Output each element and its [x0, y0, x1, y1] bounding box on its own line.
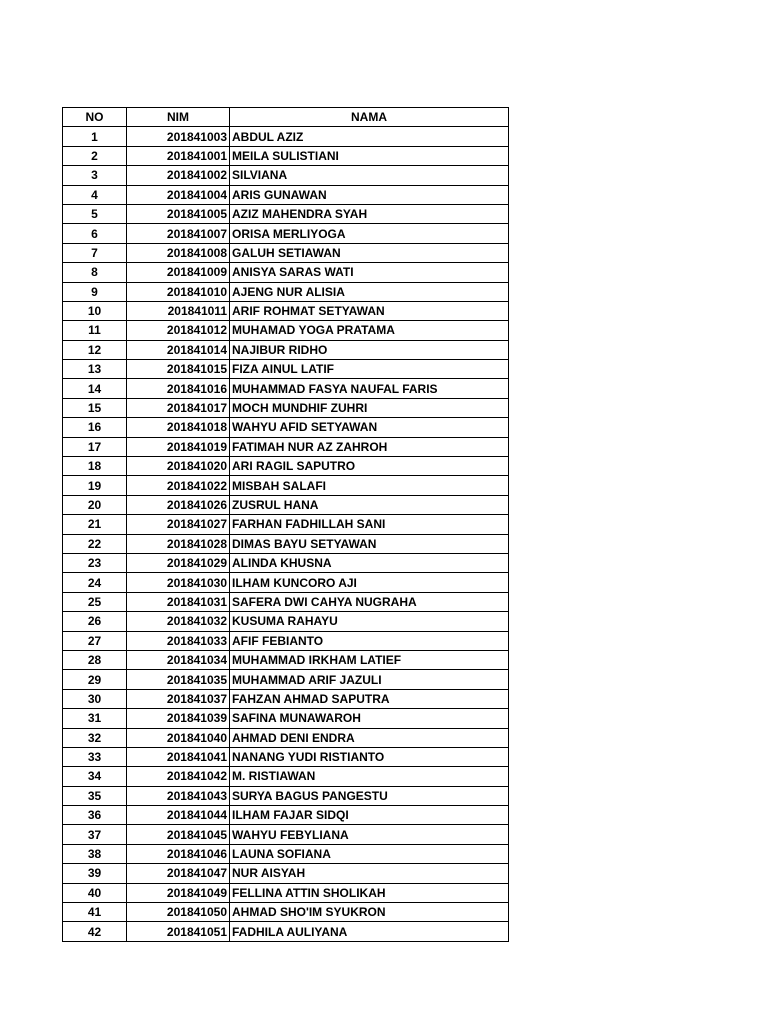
table-row — [63, 127, 509, 146]
table-row — [63, 592, 509, 611]
row-number-cell: 35 — [63, 786, 127, 805]
table-row — [63, 360, 509, 379]
nim-cell: 201841005 — [127, 204, 230, 223]
row-number-cell: 19 — [63, 476, 127, 495]
row-number-cell: 40 — [63, 883, 127, 902]
table-row — [63, 224, 509, 243]
student-roster-sheet — [62, 107, 508, 942]
name-cell: SURYA BAGUS PANGESTU — [230, 786, 509, 805]
nim-cell: 201841040 — [127, 728, 230, 747]
nim-cell: 201841007 — [127, 224, 230, 243]
table-row — [63, 166, 509, 185]
table-row — [63, 263, 509, 282]
row-number-cell: 33 — [63, 747, 127, 766]
name-cell: MUHAMMAD ARIF JAZULI — [230, 670, 509, 689]
nim-cell: 201841018 — [127, 418, 230, 437]
nim-cell: 201841046 — [127, 844, 230, 863]
nim-cell: 201841049 — [127, 883, 230, 902]
nim-cell: 201841012 — [127, 321, 230, 340]
nim-cell: 201841001 — [127, 146, 230, 165]
table-row — [63, 786, 509, 805]
row-number-cell: 36 — [63, 806, 127, 825]
table-row — [63, 476, 509, 495]
nim-cell: 201841051 — [127, 922, 230, 941]
row-number-cell: 7 — [63, 243, 127, 262]
row-number-cell: 12 — [63, 340, 127, 359]
name-cell: ARIF ROHMAT SETYAWAN — [230, 301, 509, 320]
table-row — [63, 650, 509, 669]
nim-cell: 201841043 — [127, 786, 230, 805]
row-number-cell: 9 — [63, 282, 127, 301]
name-cell: AZIZ MAHENDRA SYAH — [230, 204, 509, 223]
nim-cell: 201841035 — [127, 670, 230, 689]
nim-cell: 201841028 — [127, 534, 230, 553]
name-cell: WAHYU AFID SETYAWAN — [230, 418, 509, 437]
nim-cell: 201841017 — [127, 398, 230, 417]
nim-cell: 201841047 — [127, 864, 230, 883]
name-cell: ABDUL AZIZ — [230, 127, 509, 146]
table-row — [63, 709, 509, 728]
name-cell: FELLINA ATTIN SHOLIKAH — [230, 883, 509, 902]
nim-cell: 201841022 — [127, 476, 230, 495]
row-number-cell: 5 — [63, 204, 127, 223]
row-number-cell: 23 — [63, 553, 127, 572]
row-number-cell: 24 — [63, 573, 127, 592]
table-row — [63, 747, 509, 766]
row-number-cell: 10 — [63, 301, 127, 320]
row-number-cell: 29 — [63, 670, 127, 689]
row-number-cell: 39 — [63, 864, 127, 883]
nim-cell: 201841031 — [127, 592, 230, 611]
row-number-cell: 3 — [63, 166, 127, 185]
table-header-row — [63, 108, 509, 127]
row-number-cell: 2 — [63, 146, 127, 165]
header-nim: NIM — [127, 108, 230, 127]
row-number-cell: 32 — [63, 728, 127, 747]
nim-cell: 201841029 — [127, 553, 230, 572]
nim-cell: 201841019 — [127, 437, 230, 456]
name-cell: KUSUMA RAHAYU — [230, 612, 509, 631]
nim-cell: 201841033 — [127, 631, 230, 650]
row-number-cell: 25 — [63, 592, 127, 611]
nim-cell: 201841009 — [127, 263, 230, 282]
name-cell: MEILA SULISTIANI — [230, 146, 509, 165]
row-number-cell: 20 — [63, 495, 127, 514]
table-row — [63, 282, 509, 301]
table-row — [63, 573, 509, 592]
table-row — [63, 495, 509, 514]
name-cell: MUHAMMAD IRKHAM LATIEF — [230, 650, 509, 669]
row-number-cell: 27 — [63, 631, 127, 650]
nim-cell: 201841050 — [127, 903, 230, 922]
table-row — [63, 903, 509, 922]
header-nama: NAMA — [230, 108, 509, 127]
name-cell: ORISA MERLIYOGA — [230, 224, 509, 243]
nim-cell: 201841014 — [127, 340, 230, 359]
name-cell: ALINDA KHUSNA — [230, 553, 509, 572]
nim-cell: 201841015 — [127, 360, 230, 379]
nim-cell: 201841002 — [127, 166, 230, 185]
table-row — [63, 204, 509, 223]
table-row — [63, 883, 509, 902]
nim-cell: 201841003 — [127, 127, 230, 146]
name-cell: MUHAMMAD FASYA NAUFAL FARIS — [230, 379, 509, 398]
table-row — [63, 689, 509, 708]
nim-cell: 201841010 — [127, 282, 230, 301]
row-number-cell: 11 — [63, 321, 127, 340]
row-number-cell: 18 — [63, 457, 127, 476]
name-cell: AHMAD SHO'IM SYUKRON — [230, 903, 509, 922]
row-number-cell: 13 — [63, 360, 127, 379]
table-row — [63, 515, 509, 534]
table-row — [63, 631, 509, 650]
table-row — [63, 340, 509, 359]
nim-cell: 201841030 — [127, 573, 230, 592]
nim-cell: 201841042 — [127, 767, 230, 786]
table-row — [63, 728, 509, 747]
row-number-cell: 31 — [63, 709, 127, 728]
table-row — [63, 379, 509, 398]
table-row — [63, 301, 509, 320]
name-cell: AHMAD DENI ENDRA — [230, 728, 509, 747]
row-number-cell: 26 — [63, 612, 127, 631]
row-number-cell: 41 — [63, 903, 127, 922]
name-cell: SAFINA MUNAWAROH — [230, 709, 509, 728]
row-number-cell: 37 — [63, 825, 127, 844]
name-cell: DIMAS BAYU SETYAWAN — [230, 534, 509, 553]
table-row — [63, 553, 509, 572]
name-cell: SAFERA DWI CAHYA NUGRAHA — [230, 592, 509, 611]
table-row — [63, 922, 509, 941]
nim-cell: 201841037 — [127, 689, 230, 708]
name-cell: AFIF FEBIANTO — [230, 631, 509, 650]
name-cell: MISBAH SALAFI — [230, 476, 509, 495]
nim-cell: 201841041 — [127, 747, 230, 766]
row-number-cell: 4 — [63, 185, 127, 204]
nim-cell: 201841016 — [127, 379, 230, 398]
nim-cell: 201841020 — [127, 457, 230, 476]
student-roster-table — [62, 107, 509, 942]
table-row — [63, 457, 509, 476]
row-number-cell: 42 — [63, 922, 127, 941]
row-number-cell: 6 — [63, 224, 127, 243]
table-row — [63, 534, 509, 553]
nim-cell: 201841034 — [127, 650, 230, 669]
name-cell: FIZA AINUL LATIF — [230, 360, 509, 379]
name-cell: SILVIANA — [230, 166, 509, 185]
row-number-cell: 16 — [63, 418, 127, 437]
name-cell: MOCH MUNDHIF ZUHRI — [230, 398, 509, 417]
row-number-cell: 17 — [63, 437, 127, 456]
table-row — [63, 825, 509, 844]
nim-cell: 201841032 — [127, 612, 230, 631]
table-row — [63, 670, 509, 689]
table-row — [63, 418, 509, 437]
table-row — [63, 612, 509, 631]
name-cell: ZUSRUL HANA — [230, 495, 509, 514]
name-cell: LAUNA SOFIANA — [230, 844, 509, 863]
name-cell: WAHYU FEBYLIANA — [230, 825, 509, 844]
table-row — [63, 398, 509, 417]
row-number-cell: 15 — [63, 398, 127, 417]
row-number-cell: 1 — [63, 127, 127, 146]
nim-cell: 201841004 — [127, 185, 230, 204]
row-number-cell: 22 — [63, 534, 127, 553]
row-number-cell: 21 — [63, 515, 127, 534]
table-row — [63, 767, 509, 786]
nim-cell: 201841011 — [127, 301, 230, 320]
row-number-cell: 38 — [63, 844, 127, 863]
name-cell: ILHAM FAJAR SIDQI — [230, 806, 509, 825]
table-row — [63, 864, 509, 883]
row-number-cell: 28 — [63, 650, 127, 669]
nim-cell: 201841008 — [127, 243, 230, 262]
nim-cell: 201841027 — [127, 515, 230, 534]
name-cell: FATIMAH NUR AZ ZAHROH — [230, 437, 509, 456]
name-cell: MUHAMAD YOGA PRATAMA — [230, 321, 509, 340]
name-cell: FAHZAN AHMAD SAPUTRA — [230, 689, 509, 708]
nim-cell: 201841045 — [127, 825, 230, 844]
table-row — [63, 243, 509, 262]
name-cell: ARIS GUNAWAN — [230, 185, 509, 204]
row-number-cell: 34 — [63, 767, 127, 786]
table-body — [63, 127, 509, 941]
name-cell: NAJIBUR RIDHO — [230, 340, 509, 359]
row-number-cell: 14 — [63, 379, 127, 398]
name-cell: ANISYA SARAS WATI — [230, 263, 509, 282]
table-row — [63, 844, 509, 863]
table-row — [63, 321, 509, 340]
table-row — [63, 185, 509, 204]
table-row — [63, 146, 509, 165]
name-cell: ILHAM KUNCORO AJI — [230, 573, 509, 592]
header-no: NO — [63, 108, 127, 127]
nim-cell: 201841044 — [127, 806, 230, 825]
name-cell: GALUH SETIAWAN — [230, 243, 509, 262]
name-cell: ARI RAGIL SAPUTRO — [230, 457, 509, 476]
table-row — [63, 806, 509, 825]
name-cell: FARHAN FADHILLAH SANI — [230, 515, 509, 534]
row-number-cell: 30 — [63, 689, 127, 708]
name-cell: M. RISTIAWAN — [230, 767, 509, 786]
name-cell: FADHILA AULIYANA — [230, 922, 509, 941]
name-cell: NUR AISYAH — [230, 864, 509, 883]
row-number-cell: 8 — [63, 263, 127, 282]
nim-cell: 201841039 — [127, 709, 230, 728]
name-cell: AJENG NUR ALISIA — [230, 282, 509, 301]
nim-cell: 201841026 — [127, 495, 230, 514]
name-cell: NANANG YUDI RISTIANTO — [230, 747, 509, 766]
table-row — [63, 437, 509, 456]
